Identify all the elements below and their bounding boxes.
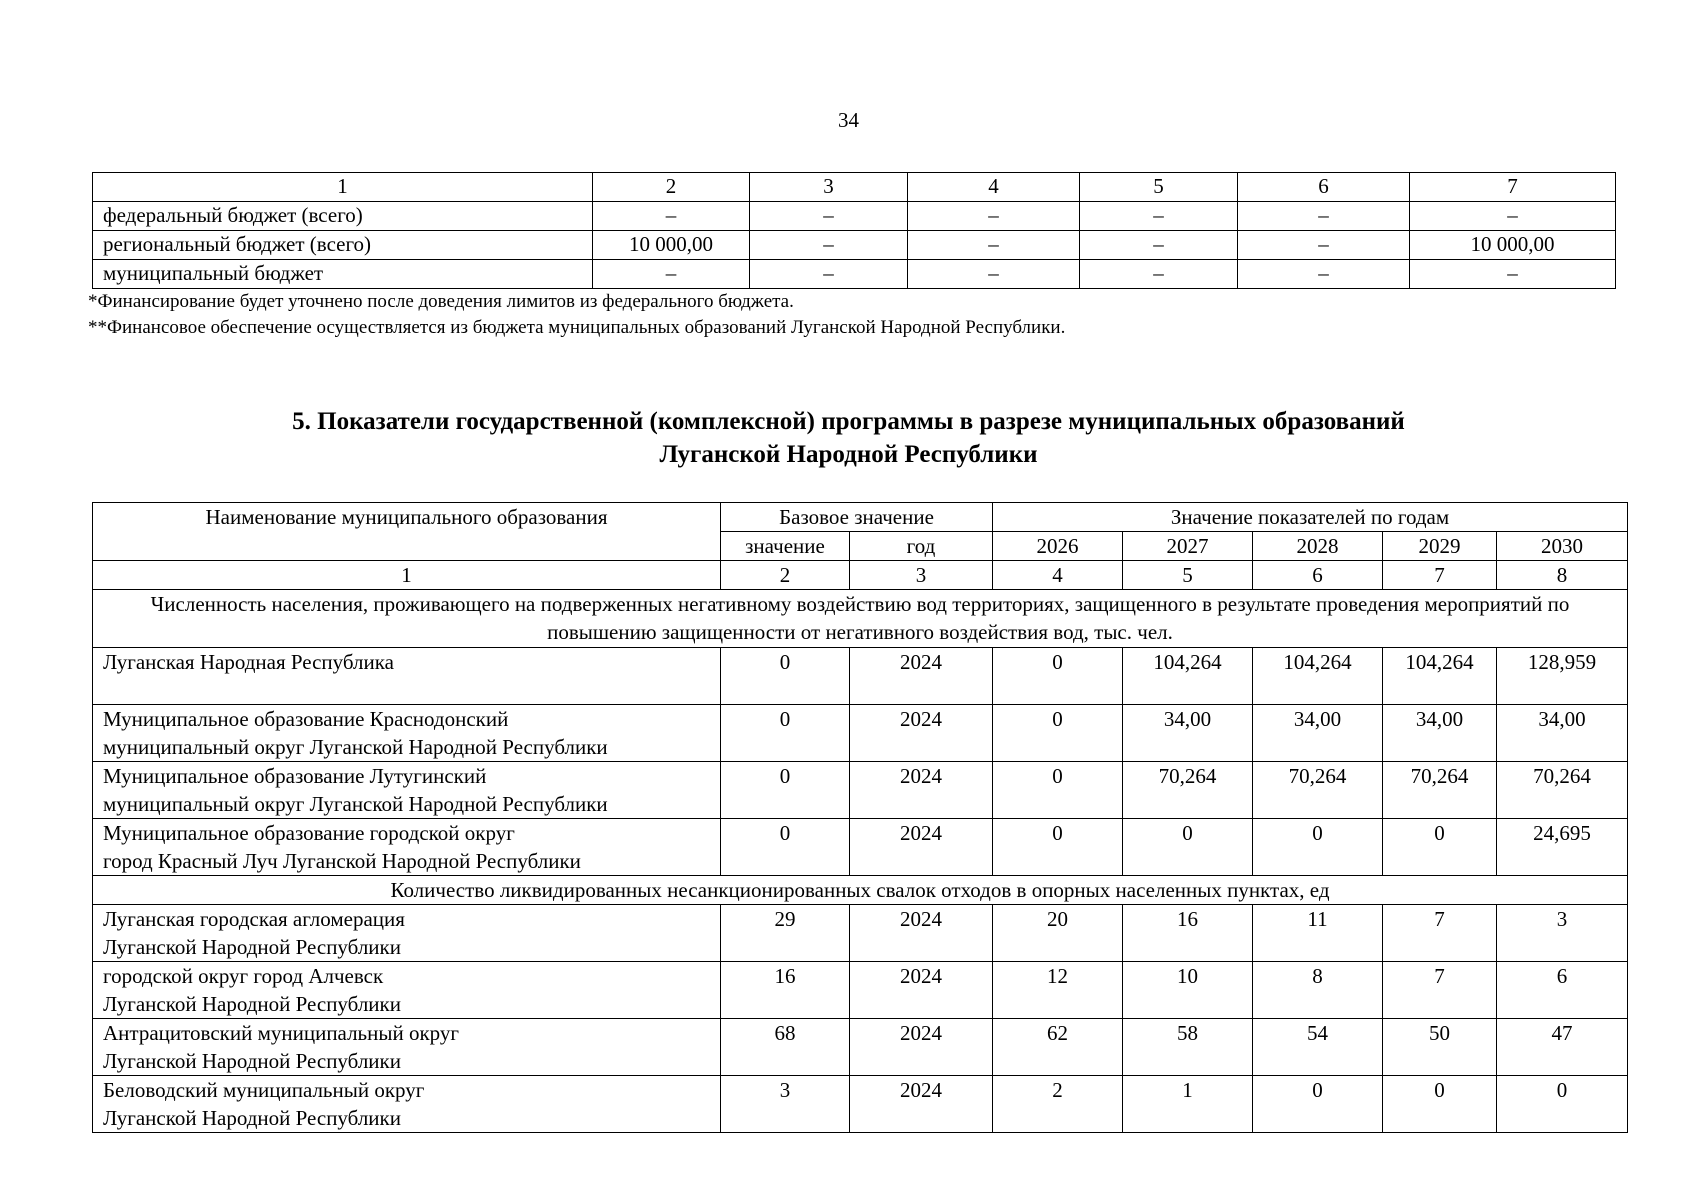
column-numbers-row <box>93 561 1628 590</box>
table-cell: 0 <box>1383 819 1497 876</box>
table-cell: 47 <box>1497 1019 1628 1076</box>
table-cell: 2024 <box>850 1076 993 1133</box>
table-cell: – <box>1410 260 1616 289</box>
table-cell: 2024 <box>850 962 993 1019</box>
header-base-value: значение <box>721 532 850 561</box>
table-cell: 2024 <box>850 819 993 876</box>
table-cell: 0 <box>993 819 1123 876</box>
municipality-name-line: Муниципальное образование Краснодонский <box>103 707 509 731</box>
table-row <box>93 1076 1628 1133</box>
table-cell: 70,264 <box>1253 762 1383 819</box>
table-cell: – <box>750 260 908 289</box>
table-cell: 7 <box>1383 962 1497 1019</box>
table-cell: 1 <box>1123 1076 1253 1133</box>
table-cell: 2 <box>993 1076 1123 1133</box>
column-number: 7 <box>1410 173 1616 202</box>
budget-label: муниципальный бюджет <box>93 260 593 289</box>
table-cell: 0 <box>1123 819 1253 876</box>
table-cell: 34,00 <box>1123 705 1253 762</box>
table-cell: – <box>1238 260 1410 289</box>
municipality-name-line: Муниципальное образование Лутугинский <box>103 764 487 788</box>
table-cell: 50 <box>1383 1019 1497 1076</box>
municipality-name-line: Луганская Народная Республика <box>103 650 394 674</box>
table-cell: 10 <box>1123 962 1253 1019</box>
table-cell: 8 <box>1253 962 1383 1019</box>
header-base-value-group: Базовое значение <box>721 503 993 532</box>
column-number: 2 <box>721 561 850 590</box>
indicator-group-row <box>93 590 1628 648</box>
table-cell: – <box>1410 202 1616 231</box>
municipality-name-line: город Красный Луч Луганской Народной Республики <box>103 849 581 873</box>
column-number: 8 <box>1497 561 1628 590</box>
header-year: 2026 <box>993 532 1123 561</box>
header-year: 2027 <box>1123 532 1253 561</box>
indicator-group-row <box>93 876 1628 905</box>
table-cell: 10 000,00 <box>593 231 750 260</box>
municipality-name-line: Луганской Народной Республики <box>103 1049 401 1073</box>
table-cell: 34,00 <box>1253 705 1383 762</box>
table-cell: – <box>1080 202 1238 231</box>
table-row <box>93 762 1628 819</box>
column-number: 6 <box>1238 173 1410 202</box>
column-number: 5 <box>1080 173 1238 202</box>
table-cell: 70,264 <box>1123 762 1253 819</box>
header-municipality: Наименование муниципального образования <box>93 503 721 561</box>
table-cell: 104,264 <box>1123 648 1253 705</box>
municipality-name <box>93 819 721 876</box>
table-cell: 2024 <box>850 905 993 962</box>
table-cell: 58 <box>1123 1019 1253 1076</box>
header-year: 2029 <box>1383 532 1497 561</box>
table-cell: – <box>908 260 1080 289</box>
municipality-name <box>93 762 721 819</box>
table-cell: 104,264 <box>1383 648 1497 705</box>
table-cell: 0 <box>993 648 1123 705</box>
section-heading-line: Луганской Народной Республики <box>659 441 1038 468</box>
table-cell: 7 <box>1383 905 1497 962</box>
municipality-name-line: Беловодский муниципальный округ <box>103 1078 425 1102</box>
municipality-name <box>93 648 721 705</box>
funding-table <box>92 172 1616 289</box>
table-cell: 29 <box>721 905 850 962</box>
table-cell: 2024 <box>850 705 993 762</box>
budget-label: федеральный бюджет (всего) <box>93 202 593 231</box>
table-cell: 68 <box>721 1019 850 1076</box>
indicator-group-title: Количество ликвидированных несанкционированных свалок отходов в опорных населенных пунктах, ед <box>93 876 1628 905</box>
table-row <box>93 648 1628 705</box>
indicators-table <box>92 502 1628 1133</box>
column-number: 7 <box>1383 561 1497 590</box>
municipality-name-line: Луганской Народной Республики <box>103 935 401 959</box>
table-row <box>93 1019 1628 1076</box>
table-cell: 20 <box>993 905 1123 962</box>
header-base-year: год <box>850 532 993 561</box>
table-cell: – <box>1238 202 1410 231</box>
table-cell: 0 <box>1253 1076 1383 1133</box>
municipality-name-line: Луганской Народной Республики <box>103 1106 401 1130</box>
table-cell: 2024 <box>850 762 993 819</box>
table-cell: 12 <box>993 962 1123 1019</box>
table-cell: 0 <box>1253 819 1383 876</box>
table-row <box>93 231 1616 260</box>
column-number: 4 <box>908 173 1080 202</box>
page-number: 34 <box>838 108 859 132</box>
table-cell: 54 <box>1253 1019 1383 1076</box>
table-cell: 6 <box>1497 962 1628 1019</box>
table-row <box>93 962 1628 1019</box>
table-cell: 62 <box>993 1019 1123 1076</box>
table-cell: 16 <box>721 962 850 1019</box>
section-heading <box>0 405 1697 471</box>
municipality-name-line: Луганской Народной Республики <box>103 992 401 1016</box>
municipality-name-line: городской округ город Алчевск <box>103 964 384 988</box>
header-years-group: Значение показателей по годам <box>993 503 1628 532</box>
table-cell: 0 <box>721 705 850 762</box>
column-number: 3 <box>850 561 993 590</box>
table-cell: 0 <box>721 819 850 876</box>
header-year: 2028 <box>1253 532 1383 561</box>
column-number: 1 <box>93 173 593 202</box>
table-cell: 34,00 <box>1383 705 1497 762</box>
table-cell: 0 <box>721 762 850 819</box>
table-cell: 104,264 <box>1253 648 1383 705</box>
table-cell: 0 <box>993 705 1123 762</box>
indicator-group-title: Численность населения, проживающего на подверженных негативному воздействию вод территориях, защищенного в результате проведения мероприятий по повышению защищенности от негативного воздействия вод, тыс. чел. <box>93 590 1628 648</box>
header-year: 2030 <box>1497 532 1628 561</box>
table-cell: 0 <box>721 648 850 705</box>
municipality-name <box>93 905 721 962</box>
column-number: 4 <box>993 561 1123 590</box>
footnote-municipal-budget: **Финансовое обеспечение осуществляется из бюджета муниципальных образований Луганской Народной Республики. <box>88 317 1066 338</box>
column-number: 3 <box>750 173 908 202</box>
table-cell: 34,00 <box>1497 705 1628 762</box>
municipality-name-line: муниципальный округ Луганской Народной Республики <box>103 792 608 816</box>
table-cell: – <box>1080 260 1238 289</box>
table-cell: 3 <box>721 1076 850 1133</box>
table-cell: 2024 <box>850 1019 993 1076</box>
municipality-name-line: Антрацитовский муниципальный округ <box>103 1021 459 1045</box>
municipality-name <box>93 1076 721 1133</box>
municipality-name <box>93 962 721 1019</box>
municipality-name <box>93 1019 721 1076</box>
municipality-name <box>93 705 721 762</box>
table-cell: – <box>908 202 1080 231</box>
indicators-header-row <box>93 503 1628 532</box>
table-cell: – <box>750 202 908 231</box>
table-cell: – <box>1238 231 1410 260</box>
table-cell: – <box>750 231 908 260</box>
column-number: 1 <box>93 561 721 590</box>
table-cell: 24,695 <box>1497 819 1628 876</box>
municipality-name-line: муниципальный округ Луганской Народной Республики <box>103 735 608 759</box>
table-cell: 3 <box>1497 905 1628 962</box>
column-number: 2 <box>593 173 750 202</box>
section-heading-line: 5. Показатели государственной (комплексной) программы в разрезе муниципальных образований <box>292 408 1405 435</box>
table-cell: – <box>593 260 750 289</box>
municipality-name-line: Луганская городская агломерация <box>103 907 405 931</box>
table-cell: 10 000,00 <box>1410 231 1616 260</box>
table-row <box>93 705 1628 762</box>
table-row <box>93 905 1628 962</box>
table-row <box>93 202 1616 231</box>
table-cell: 0 <box>993 762 1123 819</box>
table-cell: 70,264 <box>1497 762 1628 819</box>
table-cell: 2024 <box>850 648 993 705</box>
table-cell: 16 <box>1123 905 1253 962</box>
table-row <box>93 819 1628 876</box>
table-cell: 128,959 <box>1497 648 1628 705</box>
table-cell: 0 <box>1497 1076 1628 1133</box>
budget-label: региональный бюджет (всего) <box>93 231 593 260</box>
table-cell: – <box>593 202 750 231</box>
footnote-financing: *Финансирование будет уточнено после доведения лимитов из федерального бюджета. <box>88 291 794 312</box>
column-number: 5 <box>1123 561 1253 590</box>
table-cell: – <box>908 231 1080 260</box>
municipality-name-line: Муниципальное образование городской округ <box>103 821 515 845</box>
funding-table-header-row <box>93 173 1616 202</box>
table-cell: 70,264 <box>1383 762 1497 819</box>
table-cell: – <box>1080 231 1238 260</box>
table-cell: 0 <box>1383 1076 1497 1133</box>
table-row <box>93 260 1616 289</box>
table-cell: 11 <box>1253 905 1383 962</box>
column-number: 6 <box>1253 561 1383 590</box>
